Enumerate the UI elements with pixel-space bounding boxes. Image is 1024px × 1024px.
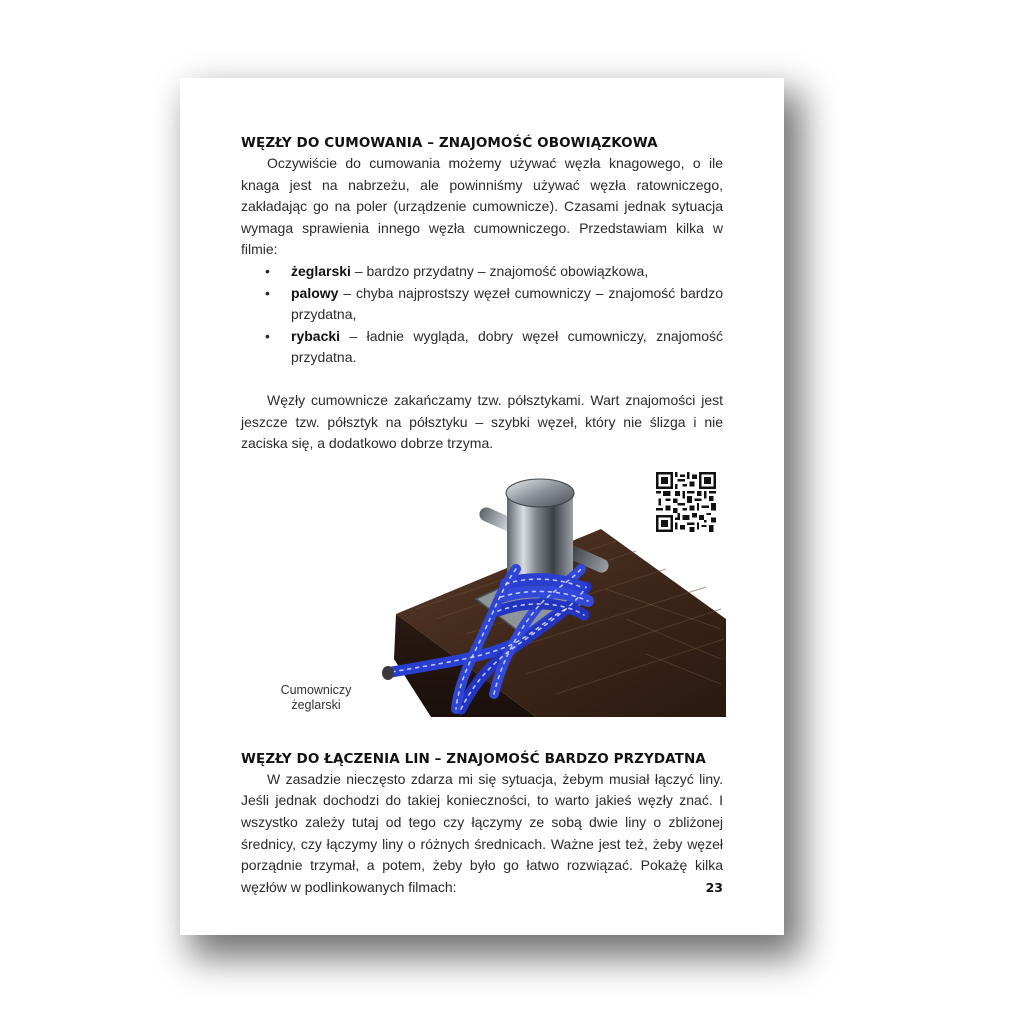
list-item	[241, 326, 723, 369]
paragraph-gap	[241, 369, 723, 390]
knot-description: – chyba najprostszy węzeł cumowniczy – znajomość bardzo przydatna,	[291, 284, 723, 323]
bullet-marker: •	[265, 262, 270, 279]
paragraph-joining: W zasadzie nieczęsto zdarza mi się sytuacja, żebym musiał łączyć liny. Jeśli jednak dochodzi do takiej konieczności, to warto jakieś węzły znać. I wszystko zależy tutaj od tego czy łączymy ze sobą dwie liny o zbliżonej średnicy, czy łączymy liny o różnych średnicach. Ważne jest też, żeby węzeł porządnie trzymał, a potem, żeby było go łatwo rozwiązać. Pokażę kilka węzłów w podlinkowanych filmach:	[241, 770, 723, 895]
knot-description: – bardzo przydatny – znajomość obowiązkowa,	[350, 262, 649, 279]
knot-term: rybacki	[291, 327, 341, 344]
list-item	[241, 261, 723, 283]
knot-term: żeglarski	[291, 262, 351, 279]
figure-caption	[261, 683, 371, 713]
page-content	[241, 133, 723, 898]
book-page	[180, 78, 784, 935]
bullet-marker: •	[265, 327, 270, 344]
caption-line: Cumowniczy	[280, 682, 352, 697]
knot-figure	[241, 469, 723, 731]
knot-description: – ładnie wygląda, dobry węzeł cumowniczy, znajomość przydatna.	[291, 327, 723, 366]
bullet-marker: •	[265, 284, 270, 301]
paragraph-mooring-outro: Węzły cumownicze zakańczamy tzw. półsztykami. Wart znajomości jest jeszcze tzw. półsztyk na półsztyku – szybki węzeł, który nie ślizga i nie zaciska się, a dodatkowo dobrze trzyma.	[241, 391, 723, 452]
section-heading-joining: WĘZŁY DO ŁĄCZENIA LIN – ZNAJOMOŚĆ BARDZO PRZYDATNA	[241, 750, 706, 767]
qr-code-icon[interactable]	[656, 472, 716, 532]
page-number: 23	[705, 880, 723, 895]
caption-line: żeglarski	[291, 697, 341, 712]
paragraph-mooring-intro: Oczywiście do cumowania możemy używać węzła knagowego, o ile knaga jest na nabrzeżu, ale powinniśmy używać węzła ratowniczego, zakładając go na poler (urządzenie cumownicze). Czasami jednak sytuacja wymaga sprawienia innego węzła cumowniczego. Przedstawiam kilka w filmie:	[241, 155, 723, 258]
section-heading-mooring: WĘZŁY DO CUMOWANIA – ZNAJOMOŚĆ OBOWIĄZKOWA	[241, 135, 658, 151]
knot-list	[241, 261, 723, 369]
knot-term: palowy	[291, 284, 339, 301]
list-item	[241, 283, 723, 326]
